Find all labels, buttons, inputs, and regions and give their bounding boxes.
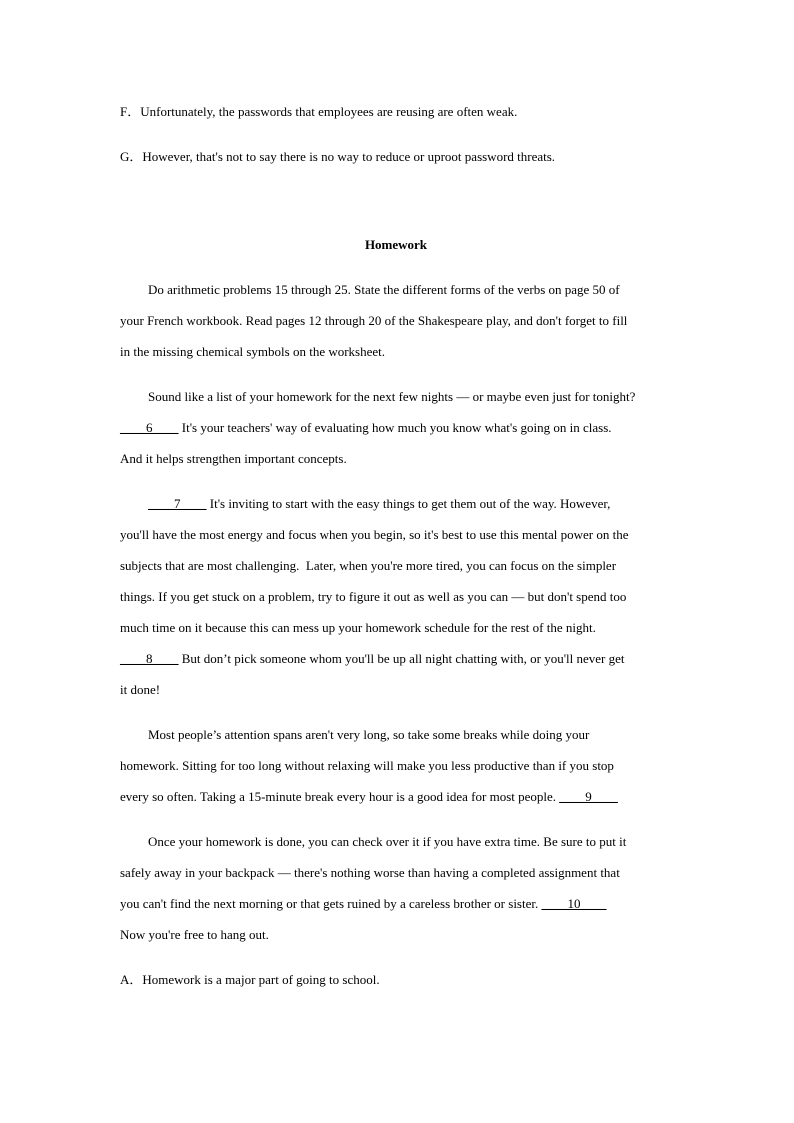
- paragraph-line: [120, 781, 672, 812]
- paragraph-line: Sound like a list of your homework for the next few nights — or maybe even just for tonight?: [148, 389, 636, 404]
- paragraph-3: [120, 488, 672, 705]
- paragraph-line: Now you're free to hang out.: [120, 927, 269, 942]
- option-text: Homework is a major part of going to school.: [142, 972, 380, 987]
- paragraph-line: [120, 412, 672, 443]
- paragraph-1: [120, 274, 672, 367]
- option-f: [120, 96, 672, 127]
- paragraph-line: subjects that are most challenging. Later, when you're more tired, you can focus on the simpler: [120, 558, 617, 573]
- line-text: But don’t pick someone whom you'll be up all night chatting with, or you'll never get: [178, 651, 625, 666]
- line-text: It's your teachers' way of evaluating how much you know what's going on in class.: [178, 420, 612, 435]
- option-text: However, that's not to say there is no way to reduce or uproot password threats.: [142, 149, 556, 164]
- paragraph-line: Most people’s attention spans aren't very long, so take some breaks while doing your: [148, 727, 590, 742]
- paragraph-line: safely away in your backpack — there's nothing worse than having a completed assignment that: [120, 865, 620, 880]
- line-text: every so often. Taking a 15-minute break every hour is a good idea for most people.: [120, 789, 560, 804]
- line-text: you can't find the next morning or that gets ruined by a careless brother or sister.: [120, 896, 542, 911]
- line-text: It's inviting to start with the easy things to get them out of the way. However,: [206, 496, 611, 511]
- paragraph-2: [120, 381, 672, 474]
- answer-blank-6: ____6____: [120, 420, 179, 435]
- option-text: Unfortunately, the passwords that employees are reusing are often weak.: [140, 104, 518, 119]
- paragraph-4: [120, 719, 672, 812]
- paragraph-line: it done!: [120, 682, 161, 697]
- paragraph-line: And it helps strengthen important concepts.: [120, 451, 347, 466]
- answer-blank-8: ____8____: [120, 651, 179, 666]
- option-letter: G．: [120, 149, 143, 164]
- paragraph-line: Once your homework is done, you can check over it if you have extra time. Be sure to put it: [148, 834, 627, 849]
- paragraph-line: in the missing chemical symbols on the worksheet.: [120, 344, 386, 359]
- passage-title: Homework: [364, 237, 428, 252]
- answer-blank-7: ____7____: [148, 496, 207, 511]
- answer-blank-9: ____9____: [559, 789, 618, 804]
- paragraph-line: much time on it because this can mess up your homework schedule for the rest of the night.: [120, 620, 596, 635]
- answer-blank-10: ____10____: [541, 896, 607, 911]
- paragraph-line: homework. Sitting for too long without relaxing will make you less productive than if you stop: [120, 758, 614, 773]
- document-content: [120, 96, 672, 1009]
- option-a: [120, 964, 672, 995]
- paragraph-line: Do arithmetic problems 15 through 25. State the different forms of the verbs on page 50 of: [148, 282, 620, 297]
- paragraph-line: [120, 888, 672, 919]
- paragraph-line: [120, 488, 672, 519]
- option-letter: A．: [120, 972, 143, 987]
- paragraph-line: your French workbook. Read pages 12 through 20 of the Shakespeare play, and don't forget to fill: [120, 313, 628, 328]
- paragraph-line: [120, 643, 672, 674]
- paragraph-line: you'll have the most energy and focus when you begin, so it's best to use this mental power on the: [120, 527, 629, 542]
- option-g: [120, 141, 672, 172]
- paragraph-5: [120, 826, 672, 950]
- option-letter: F．: [120, 104, 141, 119]
- paragraph-line: things. If you get stuck on a problem, try to figure it out as well as you can — but don't spend too: [120, 589, 627, 604]
